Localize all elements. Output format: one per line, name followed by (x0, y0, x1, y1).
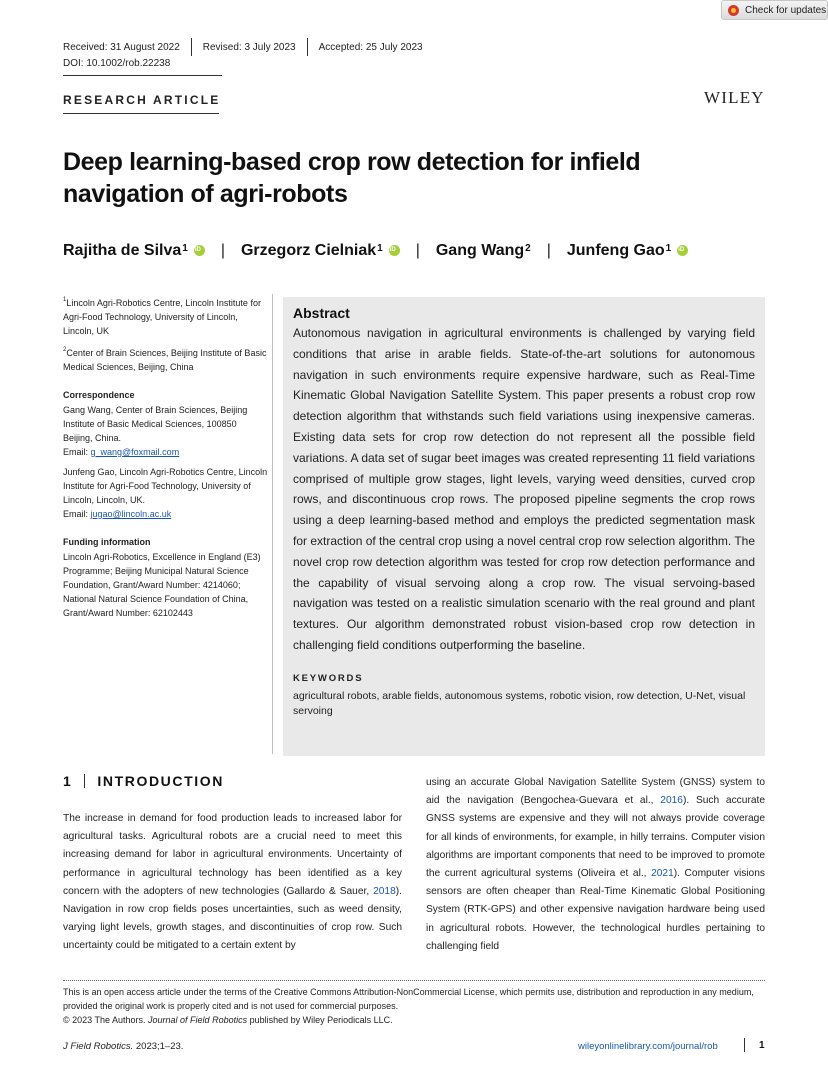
abstract-heading: Abstract (293, 305, 350, 321)
author-name[interactable]: Junfeng Gao (566, 242, 665, 259)
check-for-updates-button[interactable] (721, 0, 828, 20)
keywords-text: agricultural robots, arable fields, autonomous systems, robotic vision, row detection, U-Net, visual servoing (293, 689, 746, 717)
divider (63, 980, 765, 981)
correspondence-entry: Gang Wang, Center of Brain Sciences, Beijing Institute of Basic Medical Sciences, 100850 Beijing, China. Email: g_wang@foxmail.com (63, 405, 248, 457)
affiliation: $^1$Lincoln Agri-Robotics Centre, Lincoln Institute for Agri-Food Technology, University of Lincoln, Lincoln, UK (63, 297, 261, 336)
email-link[interactable]: g_wang@foxmail.com (90, 447, 180, 457)
journal-url-link[interactable]: wileyonlinelibrary.com/journal/rob (578, 1041, 718, 1052)
received-date: Received: 31 August 2022 (63, 41, 180, 53)
divider (191, 38, 192, 56)
license-text: This is an open access article under the terms of the Creative Commons Attribution-NonCommercial License, which permits use, distribution and reproduction in any medium, provided the original work is properly cited and is not used for commercial purposes. (63, 987, 754, 1011)
correspondence-entry: Junfeng Gao, Lincoln Agri-Robotics Centre, Lincoln Institute for Agri-Food Technology, University of Lincoln, Lincoln, UK. Email: jugao@lincoln.ac.uk (63, 467, 268, 519)
page-number: 1 (759, 1040, 765, 1051)
author-affiliation-sup: 1 (377, 242, 383, 254)
author-affiliation-sup: 1 (665, 242, 672, 254)
article-info-column (63, 294, 268, 626)
copyright-line: © 2023 The Authors. Journal of Field Robotics published by Wiley Periodicals LLC. (63, 1015, 393, 1025)
license-notice (63, 985, 768, 1027)
accepted-date: Accepted: 25 July 2023 (318, 41, 423, 53)
check-for-updates-label: Check for updates (745, 4, 827, 16)
citation-link[interactable]: 2016 (660, 795, 683, 807)
intro-paragraph-left: The increase in demand for food production leads to increased labor for agricultural tasks. Agricultural robots are a crucial need to meet this increasing demand for labor in agricultural environments. Uncertainty of performance in agricultural technology has been identified as a key concern with the adopters of new technologies (Gallardo & Sauer, 2018). Navigation in row crop fields poses uncertainties, such as weed density, varying light levels, growth stages, and discontinuities of crop row. Such uncertainty could be mitigated to a certain extent by (63, 813, 402, 952)
divider (744, 1038, 745, 1052)
author-list (63, 240, 688, 262)
section-number: 1 (63, 773, 73, 789)
orcid-icon[interactable] (194, 245, 205, 256)
publisher-logo: WILEY (704, 88, 765, 107)
intro-paragraph-right: using an accurate Global Navigation Satellite System (GNSS) system to aid the navigation (Bengochea-Guevara et al., 2016). Such accurate GNSS systems are expensive and they will not always provide coverage for all kinds of environments, for example, in hilly terrains. Computer vision algorithms are important components that need to be improved to promote the current agricultural systems (Oliveira et al., 2021). Computer visions sensors are often cheaper than Real-Time Kinematic Global Positioning System (RTK-GPS) and other expensive navigation hardware being used in agricultural robots. However, the technological hurdles pertaining to challenging field (426, 777, 765, 952)
divider (84, 774, 85, 788)
correspondence-heading: Correspondence (63, 390, 135, 400)
author-separator: | (546, 242, 551, 259)
abstract-text: Autonomous navigation in agricultural environments is challenged by varying field conditions that arise in arable fields. State-of-the-art solutions for autonomous navigation in such environments require expensive hardware, such as Real-Time Kinematic Global Navigation Satellite System. This paper presents a robust crop row detection algorithm that withstands such field variations using inexpensive cameras. Existing data sets for crop row detection do not represent all the possible field variations. A data set of sugar beet images was created representing 11 field variations comprised of multiple grow stages, light levels, varying weed densities, curved crop rows, and discontinuous crop rows. The proposed pipeline segments the crop rows using a deep learning-based method and employs the predicted segmentation mask for extraction of the central crop using a novel central crop row selection algorithm. The novel crop row detection algorithm was tested for crop row detection performance and the capability of visual servoing along a crop row. The visual servoing-based navigation was tested on a realistic simulation scenario with the real ground and plant textures. Our algorithm demonstrated robust vision-based crop row detection in challenging field conditions outperforming the baseline. (293, 326, 756, 652)
revised-date: Revised: 3 July 2023 (202, 41, 296, 53)
divider (307, 38, 308, 56)
orcid-icon[interactable] (677, 245, 688, 256)
author-separator: | (415, 242, 420, 259)
journal-citation: J Field Robotics. 2023;1–23. (63, 1041, 184, 1052)
article-type: RESEARCH ARTICLE (63, 93, 221, 107)
funding-text: Lincoln Agri-Robotics, Excellence in England (E3) Programme; Beijing Municipal Natural Science Foundation, Grant/Award Number: 4214060; National Natural Science Foundation of China, Grant/Award Number: 62102443 (63, 552, 261, 618)
publication-dates (63, 38, 434, 56)
crossmark-icon (728, 5, 739, 16)
abstract-box (283, 297, 765, 756)
author-separator: | (220, 242, 225, 259)
divider (63, 75, 222, 76)
author-name[interactable]: Gang Wang (435, 242, 525, 259)
journal-name: Journal of Field Robotics (148, 1015, 248, 1025)
author-affiliation-sup: 1 (182, 242, 188, 254)
funding-heading: Funding information (63, 537, 151, 547)
author-name[interactable]: Grzegorz Cielniak (240, 242, 377, 259)
email-link[interactable]: jugao@lincoln.ac.uk (90, 509, 172, 519)
citation-link[interactable]: 2018 (373, 885, 396, 897)
author-name[interactable]: Rajitha de Silva (63, 242, 182, 259)
keywords-heading: KEYWORDS (293, 672, 364, 684)
author-affiliation-sup: 2 (525, 242, 531, 254)
divider (63, 113, 219, 114)
paper-title: Deep learning-based crop row detection for infield navigation of agri-robots (63, 148, 641, 208)
affiliation: $^2$Center of Brain Sciences, Beijing Institute of Basic Medical Sciences, Beijing, China (63, 347, 267, 372)
section-title: INTRODUCTION (97, 773, 224, 789)
doi: DOI: 10.1002/rob.22238 (63, 58, 171, 69)
divider (272, 294, 273, 754)
orcid-icon[interactable] (389, 245, 400, 256)
citation-link[interactable]: 2021 (651, 868, 674, 880)
section-heading (63, 773, 224, 789)
